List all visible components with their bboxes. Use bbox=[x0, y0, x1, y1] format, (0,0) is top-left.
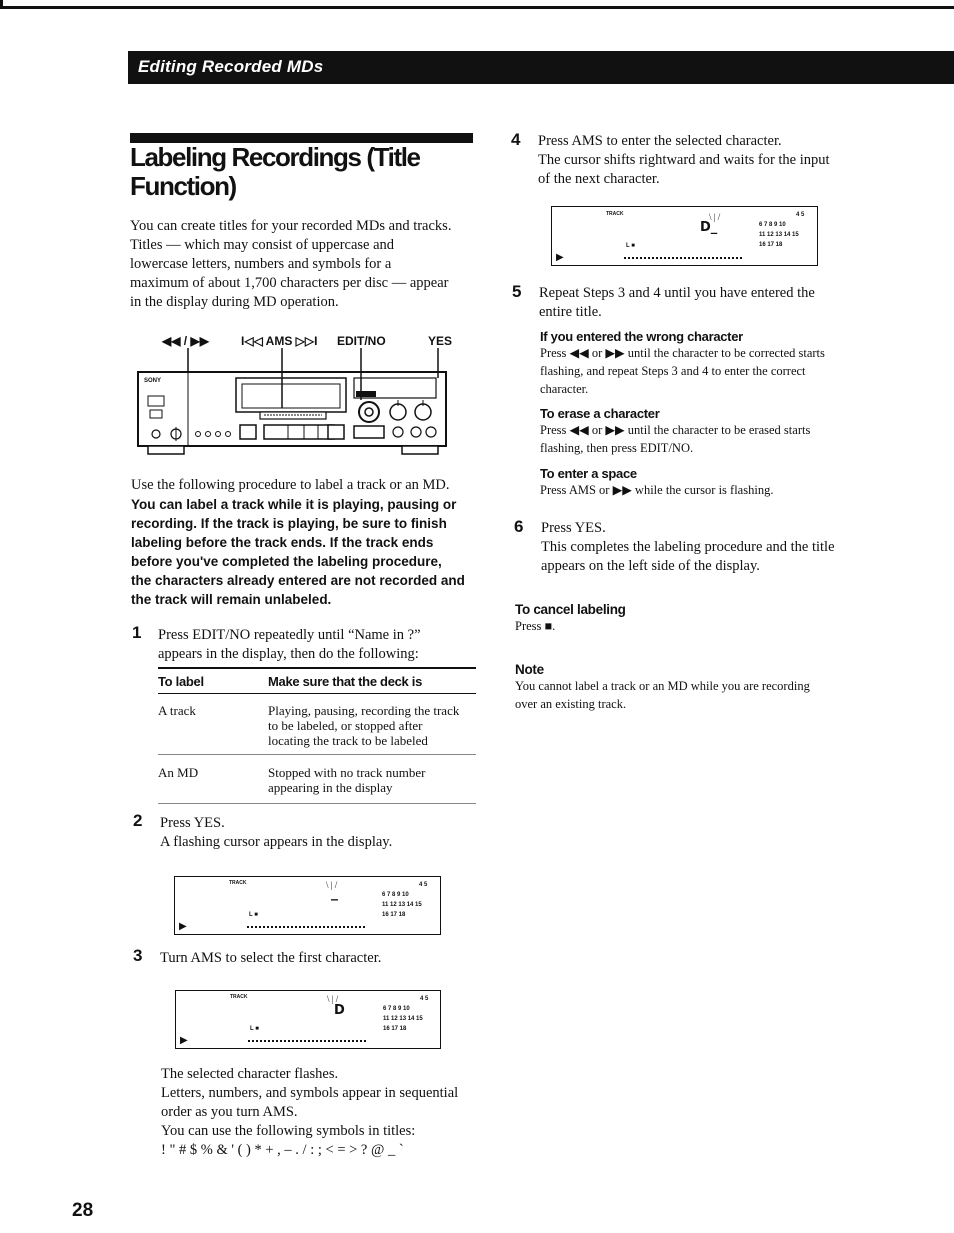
step-line: The cursor shifts rightward and waits for the input bbox=[538, 152, 830, 168]
section-banner bbox=[128, 51, 954, 84]
level-meter bbox=[247, 926, 365, 930]
table-cell-label: An MD bbox=[158, 765, 199, 780]
step-line: This completes the labeling procedure and the title bbox=[541, 539, 835, 555]
note-line: over an existing track. bbox=[515, 697, 627, 711]
procedure-lead: Use the following procedure to label a track or an MD. bbox=[131, 477, 450, 493]
intro-line: You can create titles for your recorded MDs and tracks. bbox=[130, 218, 452, 234]
step-number: 2 bbox=[133, 811, 143, 830]
grid-row: 11 12 13 14 15 bbox=[382, 902, 422, 908]
entered-character: D_ bbox=[700, 220, 718, 235]
step-line: appears on the left side of the display. bbox=[541, 558, 760, 574]
step-line: Press YES. bbox=[541, 520, 606, 536]
flash-marks: \ | / bbox=[709, 212, 721, 222]
intro-paragraph bbox=[130, 217, 480, 312]
play-indicator: ▶ bbox=[180, 1035, 188, 1046]
tip-title: To erase a character bbox=[540, 406, 660, 421]
step-line: Letters, numbers, and symbols appear in sequential bbox=[161, 1085, 459, 1101]
grid-row: 11 12 13 14 15 bbox=[759, 232, 799, 238]
table-cell-line: to be labeled, or stopped after bbox=[268, 718, 423, 733]
step-4-text bbox=[538, 132, 858, 189]
lcd-display-selected-char bbox=[175, 990, 441, 1049]
step-line: Press AMS to enter the selected character. bbox=[538, 133, 782, 149]
table-header-cell: Make sure that the deck is bbox=[268, 673, 423, 689]
grid-row: 16 17 18 bbox=[759, 242, 783, 248]
cancel-title: To cancel labeling bbox=[515, 602, 626, 617]
page-title bbox=[130, 143, 475, 201]
flash-marks: \ | / bbox=[327, 994, 339, 1004]
lcd-display-blank-cursor bbox=[174, 876, 441, 935]
table-cell-condition bbox=[268, 765, 476, 795]
label-conditions-table bbox=[158, 667, 476, 804]
step-line: entire title. bbox=[539, 304, 602, 320]
track-indicator: TRACK bbox=[606, 211, 624, 217]
grid-row: 4 5 bbox=[796, 212, 805, 218]
step-1-text bbox=[158, 626, 478, 664]
tip-line: flashing, then press EDIT/NO. bbox=[540, 441, 694, 455]
lcd-display-next-char bbox=[551, 206, 818, 266]
edit-label: EDIT/NO bbox=[337, 334, 386, 348]
step-number: 4 bbox=[511, 130, 521, 149]
warning-line: You can label a track while it is playing, pausing or bbox=[131, 497, 457, 512]
grid-row: 6 7 8 9 10 bbox=[759, 222, 786, 228]
grid-row: 4 5 bbox=[419, 882, 428, 888]
step-line: Press YES. bbox=[160, 815, 225, 831]
labeling-warning bbox=[131, 495, 481, 609]
note-line: You cannot label a track or an MD while you are recording bbox=[515, 679, 810, 693]
track-indicator: TRACK bbox=[229, 880, 247, 886]
grid-row: 4 5 bbox=[420, 996, 429, 1002]
warning-line: before you've completed the labeling procedure, bbox=[131, 554, 442, 569]
play-indicator: ▶ bbox=[179, 921, 187, 932]
step-line: Repeat Steps 3 and 4 until you have entered the bbox=[539, 285, 815, 301]
step-line: appears in the display, then do the following: bbox=[158, 646, 419, 662]
step-line: of the next character. bbox=[538, 171, 660, 187]
top-rule bbox=[0, 6, 954, 9]
warning-line: labeling before the track ends. If the track ends bbox=[131, 535, 434, 550]
table-header bbox=[158, 669, 476, 694]
page-number: 28 bbox=[72, 1200, 94, 1221]
seek-label: ◀◀ / ▶▶ bbox=[162, 334, 209, 348]
flashing-cursor: _ bbox=[331, 885, 338, 901]
ams-label: I◁◁ AMS ▷▷I bbox=[241, 334, 318, 348]
step-5-text bbox=[539, 284, 859, 322]
table-cell-line: Stopped with no track number bbox=[268, 765, 426, 780]
tip-title: To enter a space bbox=[540, 466, 637, 481]
grid-row: 16 17 18 bbox=[382, 912, 406, 918]
flashing-character: D bbox=[334, 1003, 345, 1018]
deck-drawing bbox=[136, 348, 476, 465]
intro-line: in the display during MD operation. bbox=[130, 294, 339, 310]
grid-row: 11 12 13 14 15 bbox=[383, 1016, 423, 1022]
level-meter bbox=[248, 1040, 366, 1044]
step-3-text: Turn AMS to select the first character. bbox=[160, 950, 382, 966]
step-number: 6 bbox=[514, 517, 524, 536]
table-cell-condition bbox=[268, 703, 476, 748]
symbols-list: ! " # $ % & ' ( ) * + , – . / : ; < = > ? @ _ ` bbox=[161, 1142, 404, 1158]
table-header-cell: To label bbox=[158, 673, 204, 689]
step-3-details bbox=[161, 1065, 491, 1160]
tip-line: flashing, and repeat Steps 3 and 4 to enter the correct bbox=[540, 364, 806, 378]
table-cell-line: locating the track to be labeled bbox=[268, 733, 428, 748]
cancel-text: Press ■. bbox=[515, 619, 556, 633]
step-line: order as you turn AMS. bbox=[161, 1104, 298, 1120]
note-section bbox=[515, 662, 845, 713]
step-6-text bbox=[541, 519, 861, 576]
play-indicator: ▶ bbox=[556, 252, 564, 263]
intro-line: Titles — which may consist of uppercase and bbox=[130, 237, 395, 253]
page-title-line1: Labeling Recordings (Title bbox=[130, 142, 420, 172]
note-title: Note bbox=[515, 662, 544, 677]
table-cell-line: Playing, pausing, recording the track bbox=[268, 703, 460, 718]
warning-line: the track will remain unlabeled. bbox=[131, 592, 332, 607]
yes-label: YES bbox=[428, 334, 453, 348]
tip-wrong-character bbox=[540, 329, 860, 398]
table-row bbox=[158, 694, 476, 755]
step-number: 1 bbox=[132, 623, 142, 642]
intro-line: lowercase letters, numbers and symbols for a bbox=[130, 256, 392, 272]
step-line: A flashing cursor appears in the display. bbox=[160, 834, 393, 850]
table-cell-label: A track bbox=[158, 703, 196, 718]
tip-title: If you entered the wrong character bbox=[540, 329, 743, 344]
deck-illustration bbox=[136, 330, 476, 465]
step-line: You can use the following symbols in titles: bbox=[161, 1123, 416, 1139]
grid-row: 6 7 8 9 10 bbox=[382, 892, 409, 898]
table-cell-line: appearing in the display bbox=[268, 780, 393, 795]
tip-enter-space bbox=[540, 466, 860, 499]
level-indicator: L ■ bbox=[249, 912, 258, 918]
step-line: Press EDIT/NO repeatedly until “Name in ?” bbox=[158, 627, 421, 643]
grid-row: 16 17 18 bbox=[383, 1026, 407, 1032]
step-2-text bbox=[160, 814, 480, 852]
tip-line: Press AMS or ▶▶ while the cursor is flashing. bbox=[540, 483, 774, 497]
level-indicator: L ■ bbox=[250, 1026, 259, 1032]
grid-row: 6 7 8 9 10 bbox=[383, 1006, 410, 1012]
level-indicator: L ■ bbox=[626, 243, 635, 249]
brand-logo: SONY bbox=[144, 378, 162, 384]
step-number: 3 bbox=[133, 946, 143, 965]
level-meter bbox=[624, 257, 742, 261]
tip-erase-character bbox=[540, 406, 860, 457]
step-line: The selected character flashes. bbox=[161, 1066, 339, 1082]
tip-line: character. bbox=[540, 382, 589, 396]
section-title: Editing Recorded MDs bbox=[138, 57, 324, 76]
top-rule-tick bbox=[0, 0, 3, 9]
warning-line: recording. If the track is playing, be sure to finish bbox=[131, 516, 447, 531]
table-row bbox=[158, 755, 476, 804]
track-indicator: TRACK bbox=[230, 994, 248, 1000]
flash-marks: \ | / bbox=[326, 880, 338, 890]
intro-line: maximum of about 1,700 characters per disc — appear bbox=[130, 275, 449, 291]
tip-line: Press ◀◀ or ▶▶ until the character to be erased starts bbox=[540, 423, 811, 437]
page-title-line2: Function) bbox=[130, 171, 236, 201]
warning-line: the characters already entered are not recorded and bbox=[131, 573, 465, 588]
cancel-labeling-section bbox=[515, 602, 835, 635]
step-number: 5 bbox=[512, 282, 522, 301]
tip-line: Press ◀◀ or ▶▶ until the character to be corrected starts bbox=[540, 346, 825, 360]
